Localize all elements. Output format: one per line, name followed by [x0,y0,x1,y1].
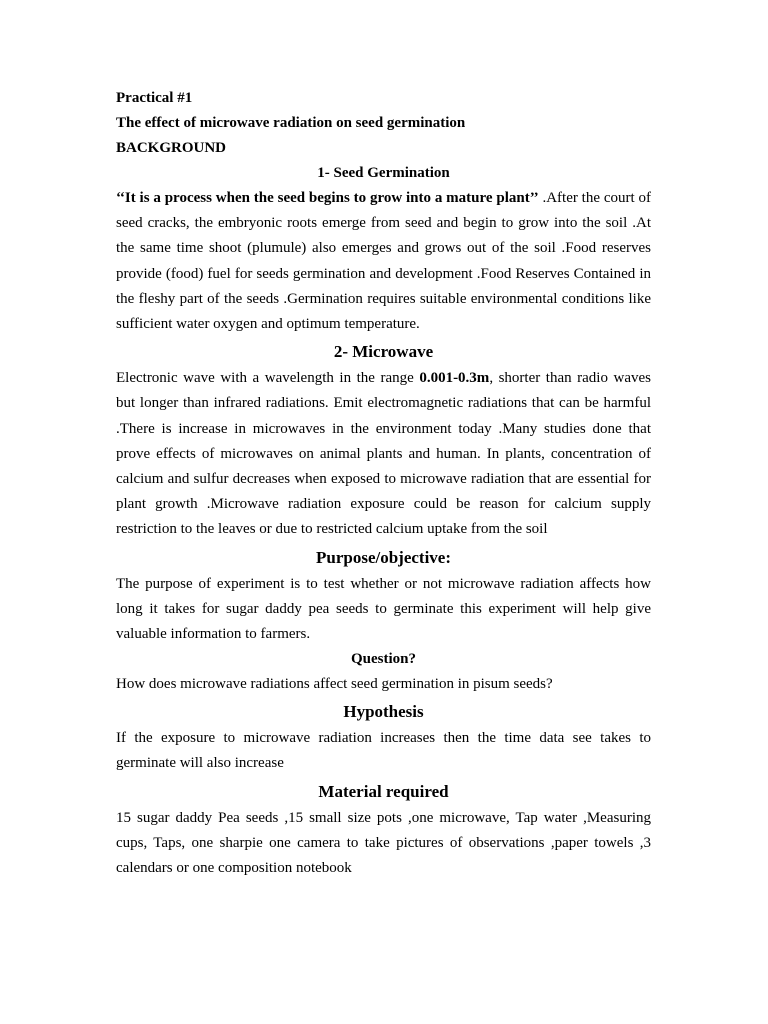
question-heading: Question? [350,651,416,668]
seed-germination-paragraph [116,186,651,337]
microwave-paragraph [116,366,651,542]
microwave-body-end: , shorter than radio waves but longer than infrared radiations. Emit electromagnetic radiations that can be harmful .There is increase in microwaves in the environment today .Many studies done that prove effects of microwaves on animal plants and human. In plants, concentration of calcium and sulfur decreases when exposed to microwave radiation that are essential for plant growth .Microwave radiation exposure could be reason for calcium supply restriction to the leaves or due to restricted calcium uptake from the soil [116,370,651,538]
hypothesis-paragraph: If the exposure to microwave radiation increases then the time data see takes to germinate will also increase [116,730,651,772]
materials-heading: Material required [318,781,449,801]
microwave-body-start: Electronic wave with a wavelength in the range [116,370,420,387]
seed-germination-heading: 1- Seed Germination [317,165,450,181]
seed-germination-body: .After the court of seed cracks, the embryonic roots emerge from seed and begin to grow into the soil .At the same time shoot (plumule) also emerges and grows out of the soil .Food reserves provide (food) fuel for seeds germination and development .Food Reserves Contained in the fleshy part of the seeds .Germination requires suitable environmental conditions like sufficient water oxygen and optimum temperature. [116,190,651,333]
document-title: The effect of microwave radiation on seed germination [116,115,466,131]
materials-paragraph: 15 sugar daddy Pea seeds ,15 small size pots ,one microwave, Tap water ,Measuring cups, Taps, one sharpie one camera to take pictures of observations ,paper towels ,3 calendars or one composition notebook [116,809,651,877]
purpose-heading: Purpose/objective: [315,547,452,567]
wavelength-range: 0.001-0.3m [419,370,490,387]
hypothesis-heading: Hypothesis [343,702,424,722]
background-heading: BACKGROUND [116,140,227,156]
purpose-paragraph: The purpose of experiment is to test whether or not microwave radiation affects how long it takes for sugar daddy pea seeds to germinate this experiment will help give valuable information to farmers. [116,575,651,643]
document-page [116,86,651,881]
practical-number: Practical #1 [116,90,193,106]
seed-germination-quote: ‘‘It is a process when the seed begins to grow into a mature plant’’ [116,190,539,206]
question-text: How does microwave radiations affect seed germination in pisum seeds? [116,676,553,693]
microwave-heading: 2- Microwave [333,342,434,362]
